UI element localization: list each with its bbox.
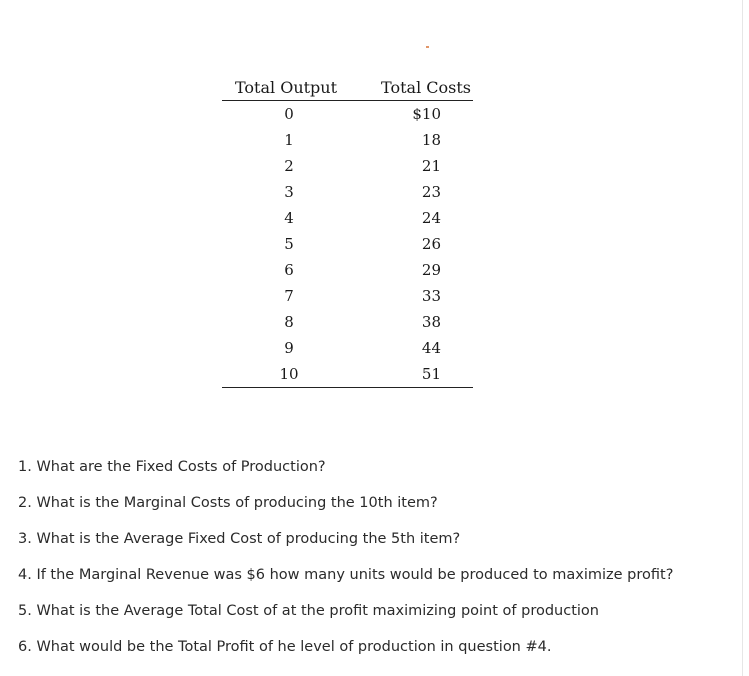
question-item: 3. What is the Average Fixed Cost of producing the 5th item?: [18, 531, 461, 547]
table-row: [222, 205, 473, 231]
question-list: [18, 455, 673, 671]
output-cell: 10: [222, 361, 350, 388]
stray-mark: [426, 46, 429, 48]
right-border-line: [742, 0, 743, 676]
cost-cell: 18: [421, 131, 441, 149]
table-row: [222, 335, 473, 361]
cost-cell: 51: [350, 361, 473, 388]
table-row: [222, 179, 473, 205]
question-item: 2. What is the Marginal Costs of producing the 10th item?: [18, 495, 438, 511]
cost-cell: 33: [421, 287, 441, 305]
output-cell: 8: [284, 313, 294, 331]
table-row: [222, 101, 473, 128]
cost-cell: $10: [412, 105, 441, 123]
question-item: 4. If the Marginal Revenue was $6 how many units would be produced to maximize profit?: [18, 567, 674, 583]
table-row: [222, 257, 473, 283]
cost-table: [222, 74, 473, 388]
output-cell: 0: [284, 105, 294, 123]
output-cell: 6: [284, 261, 294, 279]
table-row: [222, 231, 473, 257]
table-row: [222, 127, 473, 153]
header-total-costs: Total Costs: [350, 74, 473, 101]
question-item: 6. What would be the Total Profit of he level of production in question #4.: [18, 639, 552, 655]
cost-cell: 21: [421, 157, 441, 175]
output-cell: 9: [284, 339, 294, 357]
cost-cell: 23: [421, 183, 441, 201]
question-item: 1. What are the Fixed Costs of Production?: [18, 459, 326, 475]
cost-cell: 29: [421, 261, 441, 279]
table-header-row: [222, 74, 473, 101]
table-row: [222, 309, 473, 335]
cost-cell: 26: [421, 235, 441, 253]
question-item: 5. What is the Average Total Cost of at the profit maximizing point of production: [18, 603, 599, 619]
output-cell: 1: [284, 131, 294, 149]
table-row: [222, 153, 473, 179]
output-cell: 2: [284, 157, 294, 175]
cost-cell: 24: [421, 209, 441, 227]
output-cell: 4: [284, 209, 294, 227]
cost-cell: 44: [421, 339, 441, 357]
table-row: [222, 361, 473, 388]
header-total-output: Total Output: [222, 74, 350, 101]
table-row: [222, 283, 473, 309]
output-cell: 7: [284, 287, 294, 305]
output-cell: 3: [284, 183, 294, 201]
cost-cell: 38: [421, 313, 441, 331]
output-cell: 5: [284, 235, 294, 253]
table-body: [222, 101, 473, 388]
